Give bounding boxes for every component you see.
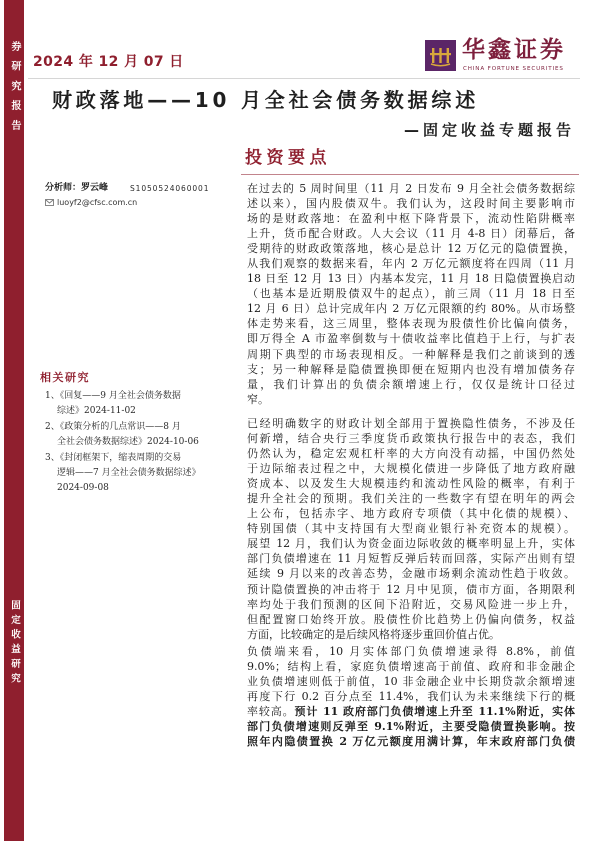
text-line: 在过去的 5 周时间里（11 月 2 日发布 9 月全社会债务数据综 xyxy=(247,181,575,195)
related-report-line: 3、《封闭框架下，缩表周期的交易 xyxy=(45,453,182,463)
emphasis-text: 预计 11 政府部门负债增速上升至 11.1%附近，实体 xyxy=(294,704,575,718)
text-line: 量，我们计算出的负债余额增速上行，仅仅是统计口径过 xyxy=(247,377,575,391)
text-line: 12 月 6 日）总计完成年内 2 万亿元限额的约 80%。从市场整 xyxy=(247,302,575,316)
text-run: 率较高。 xyxy=(247,704,295,718)
text-line: 负债端来看，10 月实体部门负债增速录得 8.8%，前值 xyxy=(247,644,575,658)
summary-paragraph xyxy=(247,416,575,642)
section-divider xyxy=(241,174,579,175)
header-divider xyxy=(28,78,580,79)
analyst-license-number: S1050524060001 xyxy=(130,184,210,193)
report-date: 2024 年 12 月 07 日 xyxy=(33,54,184,70)
emphasis-text: 部门负债增速则反弹至 9.1%附近，主要受隐债置换影响。按 xyxy=(247,719,575,733)
text-line: 周期下典型的市场表现相反。一种解释是我们之前谈到的透 xyxy=(247,347,575,361)
text-line: 场的是财政落地：在盈利中枢下降背景下，流动性陷阱概率 xyxy=(247,211,575,225)
related-report-line: 2024-09-08 xyxy=(57,483,109,493)
text-line: 延续 9 月以来的改善态势，金融市场剩余流动性趋于收敛。 xyxy=(247,567,575,581)
text-line: 再度下行 0.2 百分点至 11.4%，我们认为未来继续下行的概 xyxy=(247,689,575,703)
report-title: 财政落地——10 月全社会债务数据综述 xyxy=(52,88,479,112)
related-report-line: 全社会债务数据综述》2024-10-06 xyxy=(57,437,199,447)
related-report-item xyxy=(45,451,237,496)
text-line: 上公布，包括赤字、地方政府专项债（其中化债的规模）、 xyxy=(247,507,575,521)
text-line: 于边际缩表过程之中，大规模化债进一步降低了地方政府融 xyxy=(247,461,575,475)
related-report-line: 2、《政策分析的几点常识——8 月 xyxy=(45,422,181,432)
investment-highlights-heading: 投资要点 xyxy=(245,148,331,168)
side-banner xyxy=(4,0,24,841)
report-subtitle: —固定收益专题报告 xyxy=(403,121,575,139)
related-report-line: 逻辑——7 月全社会债务数据综述》 xyxy=(57,468,201,478)
text-line: 支；另一种解释是隐债置换即便在短期内也没有增加债务存 xyxy=(247,362,575,376)
text-line: 但配置窗口始终开放。股债性价比趋势上仍偏向债务，权益 xyxy=(247,612,575,626)
emphasis-text: 照年内隐债置换 2 万亿元额度用满计算，年末政府部门负债 xyxy=(247,735,575,749)
text-line: 已经明确数字的财政计划全部用于置换隐性债务，不涉及任 xyxy=(247,416,575,430)
related-report-item xyxy=(45,420,237,450)
text-line: 何新增，结合央行三季度货币政策执行报告中的表态，我们 xyxy=(247,431,575,445)
related-report-item xyxy=(45,389,237,419)
text-line: 18 日至 12 月 13 日）内基本发完，11 月 18 日隐债置换启动 xyxy=(247,272,575,286)
text-line: 体走势来看，这三周里，整体表现为股债性价比偏向债务， xyxy=(247,317,575,331)
text-line: 业负债增速则低于前值，10 非金融企业中长期贷款余额增速 xyxy=(247,674,575,688)
text-line: 受期待的财政政策落地，核心是总计 12 万亿元的隐债置换， xyxy=(247,241,575,255)
side-label-report-type: 券研究报告 xyxy=(9,41,20,140)
side-label-category: 固定收益研究 xyxy=(9,600,20,688)
text-line: 上升，货币配合财政。人大会议（11 月 4-8 日）闭幕后，备 xyxy=(247,226,575,240)
text-line: 提升全社会的预期。我们关注的一些数字有望在明年的两会 xyxy=(247,491,575,505)
text-line: 展望 12 月，我们认为资金面边际收敛的概率明显上升，实体 xyxy=(247,537,575,551)
text-line xyxy=(247,734,575,749)
text-line: 预计隐债置换的冲击将于 12 月中见顶，债市方面，各期限利 xyxy=(247,582,575,596)
related-report-line: 综述》2024-11-02 xyxy=(57,406,136,416)
summary-paragraph xyxy=(247,181,575,407)
related-research-heading: 相关研究 xyxy=(40,371,90,384)
text-line: （也基本是近期股债双牛的起点），前三周（11 月 18 日至 xyxy=(247,287,575,301)
related-report-line: 1、《回复——9 月全社会债务数据 xyxy=(45,391,181,401)
analyst-name: 分析师：罗云峰 xyxy=(45,183,109,193)
brand-emblem-icon xyxy=(425,40,456,71)
analyst-email-link[interactable]: luoyf2@cfsc.com.cn xyxy=(57,198,138,207)
related-research-list xyxy=(45,389,237,497)
text-line: 率均处于我们预测的区间下沿附近，交易风险进一步上升， xyxy=(247,597,575,611)
text-line: 特别国债（其中支持国有大型商业银行补充资本的规模）。 xyxy=(247,522,575,536)
text-line: 述以来），国内股债双牛。我们认为，这段时间主要影响市 xyxy=(247,196,575,210)
brand-name: 华鑫证券 xyxy=(462,37,566,63)
text-line xyxy=(247,704,575,719)
brand-name-english: CHINA FORTUNE SECURITIES xyxy=(463,66,564,72)
text-line: 仍然认为，稳定宏观杠杆率的大方向没有动摇，中国仍然处 xyxy=(247,446,575,460)
text-line: 部门负债增速在 11 月短暂反弹后转而回落，实际产出则有望 xyxy=(247,552,575,566)
text-line: 方面，比较确定的是后续风格将逐步重回价值占优。 xyxy=(247,627,500,641)
text-line: 9.0%；结构上看，家庭负债增速高于前值、政府和非金融企 xyxy=(247,659,575,673)
text-line: 资成本、以及发生大规模违约和流动性风险的概率，有利于 xyxy=(247,476,575,490)
summary-paragraph xyxy=(247,644,575,750)
text-line: 即万得全 A 市盈率倒数与十债收益率比值趋于上行，与扩表 xyxy=(247,332,575,346)
text-line xyxy=(247,719,575,734)
envelope-icon xyxy=(45,199,54,206)
text-line: 窄。 xyxy=(247,392,269,406)
text-line: 从我们观察的数据来看，年内 2 万亿元额度将在四周（11 月 xyxy=(247,256,575,270)
